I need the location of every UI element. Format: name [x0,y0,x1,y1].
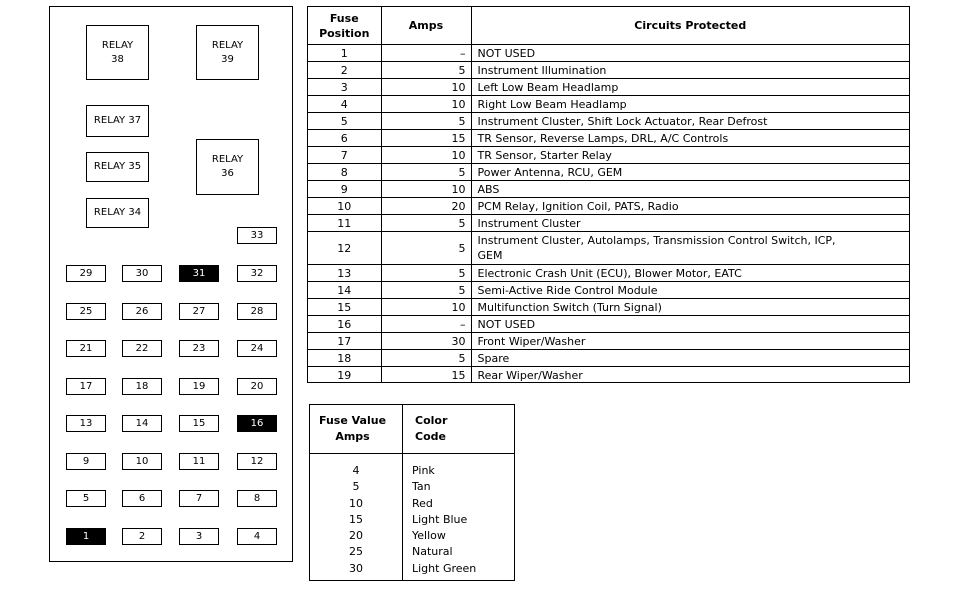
relay-label: RELAY [211,154,244,165]
fuse-position-cell: 6 [308,130,381,147]
fuse-25: 25 [66,303,106,320]
amps-cell: 10 [381,79,471,96]
divider [402,405,403,580]
amps-cell: 20 [381,198,471,215]
fuse-position-cell: 4 [308,96,381,113]
circuit-cell: TR Sensor, Reverse Lamps, DRL, A/C Controls [471,130,909,147]
divider [310,453,514,454]
fuse-value: 20 [349,529,363,543]
color-name: Light Blue [412,512,468,526]
fuse-value: 25 [349,545,363,559]
fuse-4: 4 [237,528,277,545]
fuse-33: 33 [237,227,277,244]
header-line: Code [415,430,446,443]
relay-label: RELAY 37 [93,115,142,126]
fuse-22: 22 [122,340,162,357]
circuit-cell: NOT USED [471,316,909,333]
table-row [308,333,909,350]
fuse-30: 30 [122,265,162,282]
fuse-position-cell: 8 [308,164,381,181]
fuse-32: 32 [237,265,277,282]
circuit-cell: Multifunction Switch (Turn Signal) [471,299,909,316]
table-row [308,147,909,164]
color-name: Red [412,496,433,510]
header-line: Color [415,414,448,427]
amps-cell: 10 [381,181,471,198]
fuse-27: 27 [179,303,219,320]
circuit-cell: NOT USED [477,46,536,60]
fuse-position-cell: 11 [308,215,381,232]
amps-cell: 30 [381,333,471,350]
fuse-value: 5 [352,480,360,494]
relay-number: 39 [221,53,234,65]
fuse-16: 16 [237,415,277,432]
circuits-table [307,6,910,383]
header-line: Position [319,26,370,40]
amps-cell: 5 [381,265,471,282]
circuit-line: Instrument Cluster, Autolamps, Transmission Control Switch, ICP, [477,234,836,247]
table-row [308,367,909,384]
fuse-31: 31 [179,265,219,282]
fuse-18: 18 [122,378,162,395]
amps-cell: 5 [381,350,471,367]
color-name: Natural [412,545,453,559]
fuse-panel-diagram [49,6,293,562]
fuse-value: 15 [349,512,363,526]
table-row [308,113,909,130]
table-row [308,79,909,96]
fuse-7: 7 [179,490,219,507]
relay-number: 36 [221,168,234,179]
table-row [308,96,909,113]
fuse-13: 13 [66,415,106,432]
header-fuse-position [308,7,381,45]
relay-35 [86,152,149,182]
header-line: Fuse [329,11,359,25]
amps-cell: – [381,316,471,333]
fuse-15: 15 [179,415,219,432]
circuit-cell: Spare [471,350,909,367]
fuse-23: 23 [179,340,219,357]
amps-cell: 5 [381,232,471,265]
relay-label: RELAY [101,39,134,51]
amps-cell: 5 [381,62,471,79]
header-line: Fuse Value [319,414,387,427]
fuse-position-cell: 13 [308,265,381,282]
header-color-code [415,405,447,453]
fuse-12: 12 [237,453,277,470]
amps-cell: 5 [381,113,471,130]
relay-label: RELAY 35 [93,161,142,172]
fuse-3: 3 [179,528,219,545]
fuse-position-cell: 18 [308,350,381,367]
amps-cell: – [381,45,471,62]
table-row [308,299,909,316]
fuse-position-cell: 15 [308,299,381,316]
header-fuse-value [319,405,386,453]
fuse-14: 14 [122,415,162,432]
circuit-cell: Right Low Beam Headlamp [471,96,909,113]
amps-cell: 10 [381,147,471,164]
circuit-cell: TR Sensor, Starter Relay [471,147,909,164]
table-row [308,181,909,198]
fuse-29: 29 [66,265,106,282]
amps-cell: 5 [381,164,471,181]
header-amps: Amps [381,7,471,45]
header-line: Amps [335,430,370,443]
circuit-cell: Instrument Illumination [471,62,909,79]
table-row [308,62,909,79]
fuse-20: 20 [237,378,277,395]
color-name: Pink [412,464,435,477]
fuse-position-cell: 14 [308,282,381,299]
table-row [308,130,909,147]
amps-cell: 15 [381,367,471,384]
color-column [412,463,476,577]
amps-cell: 10 [381,299,471,316]
fuse-position-cell: 1 [308,45,381,62]
amps-cell: 5 [381,282,471,299]
fuse-21: 21 [66,340,106,357]
table-row [308,215,909,232]
fuse-position-cell: 5 [308,113,381,130]
circuit-cell: Instrument Cluster [471,215,909,232]
fuse-1: 1 [66,528,106,545]
fuse-position-cell: 2 [308,62,381,79]
circuit-cell: PCM Relay, Ignition Coil, PATS, Radio [471,198,909,215]
amps-cell: 15 [381,130,471,147]
table-row [308,282,909,299]
table-row [308,265,909,282]
fuse-8: 8 [237,490,277,507]
relay-label: RELAY 34 [93,207,142,218]
fuse-position-cell: 7 [308,147,381,164]
color-name: Tan [412,480,431,494]
table-row [308,232,909,265]
fuse-value: 10 [349,496,363,510]
circuit-cell: Instrument Cluster, Shift Lock Actuator, Rear Defrost [471,113,909,130]
table-row [308,198,909,215]
fuse-position-cell: 17 [308,333,381,350]
fuse-19: 19 [179,378,219,395]
fuse-6: 6 [122,490,162,507]
fuse-28: 28 [237,303,277,320]
relay-36 [196,139,259,195]
circuit-cell: ABS [471,181,909,198]
relay-label: RELAY [211,39,244,51]
table-row [308,164,909,181]
circuit-cell: Semi-Active Ride Control Module [471,282,909,299]
circuit-cell: Front Wiper/Washer [471,333,909,350]
fuse-17: 17 [66,378,106,395]
fuse-position-cell: 3 [308,79,381,96]
table-row [308,45,909,62]
circuit-cell: Left Low Beam Headlamp [471,79,909,96]
circuit-cell [471,232,909,265]
fuse-10: 10 [122,453,162,470]
relay-34 [86,198,149,228]
fuse-position-cell: 16 [308,316,381,333]
table-row [308,350,909,367]
color-name: Yellow [412,529,446,543]
color-name: Light Green [412,561,477,575]
fuse-24: 24 [237,340,277,357]
relay-39 [196,25,259,80]
fuse-5: 5 [66,490,106,507]
fuse-value: 4 [352,464,360,477]
circuit-line: GEM [477,249,503,262]
fuse-9: 9 [66,453,106,470]
fuse-position-cell: 19 [308,367,381,384]
fuse-2: 2 [122,528,162,545]
circuit-cell: Rear Wiper/Washer [471,367,909,384]
relay-38 [86,25,149,80]
fuse-position-cell: 10 [308,198,381,215]
amps-column [310,463,402,577]
table-row [308,316,909,333]
circuit-cell: Power Antenna, RCU, GEM [471,164,909,181]
fuse-value: 30 [349,561,363,575]
fuse-position-cell: 9 [308,181,381,198]
color-code-table [309,404,515,581]
circuit-cell: Electronic Crash Unit (ECU), Blower Motor, EATC [471,265,909,282]
relay-number: 38 [111,53,124,65]
amps-cell: 10 [381,96,471,113]
relay-37 [86,105,149,137]
header-circuits: Circuits Protected [471,7,909,45]
amps-cell: 5 [381,215,471,232]
fuse-11: 11 [179,453,219,470]
fuse-26: 26 [122,303,162,320]
fuse-position-cell: 12 [308,232,381,265]
